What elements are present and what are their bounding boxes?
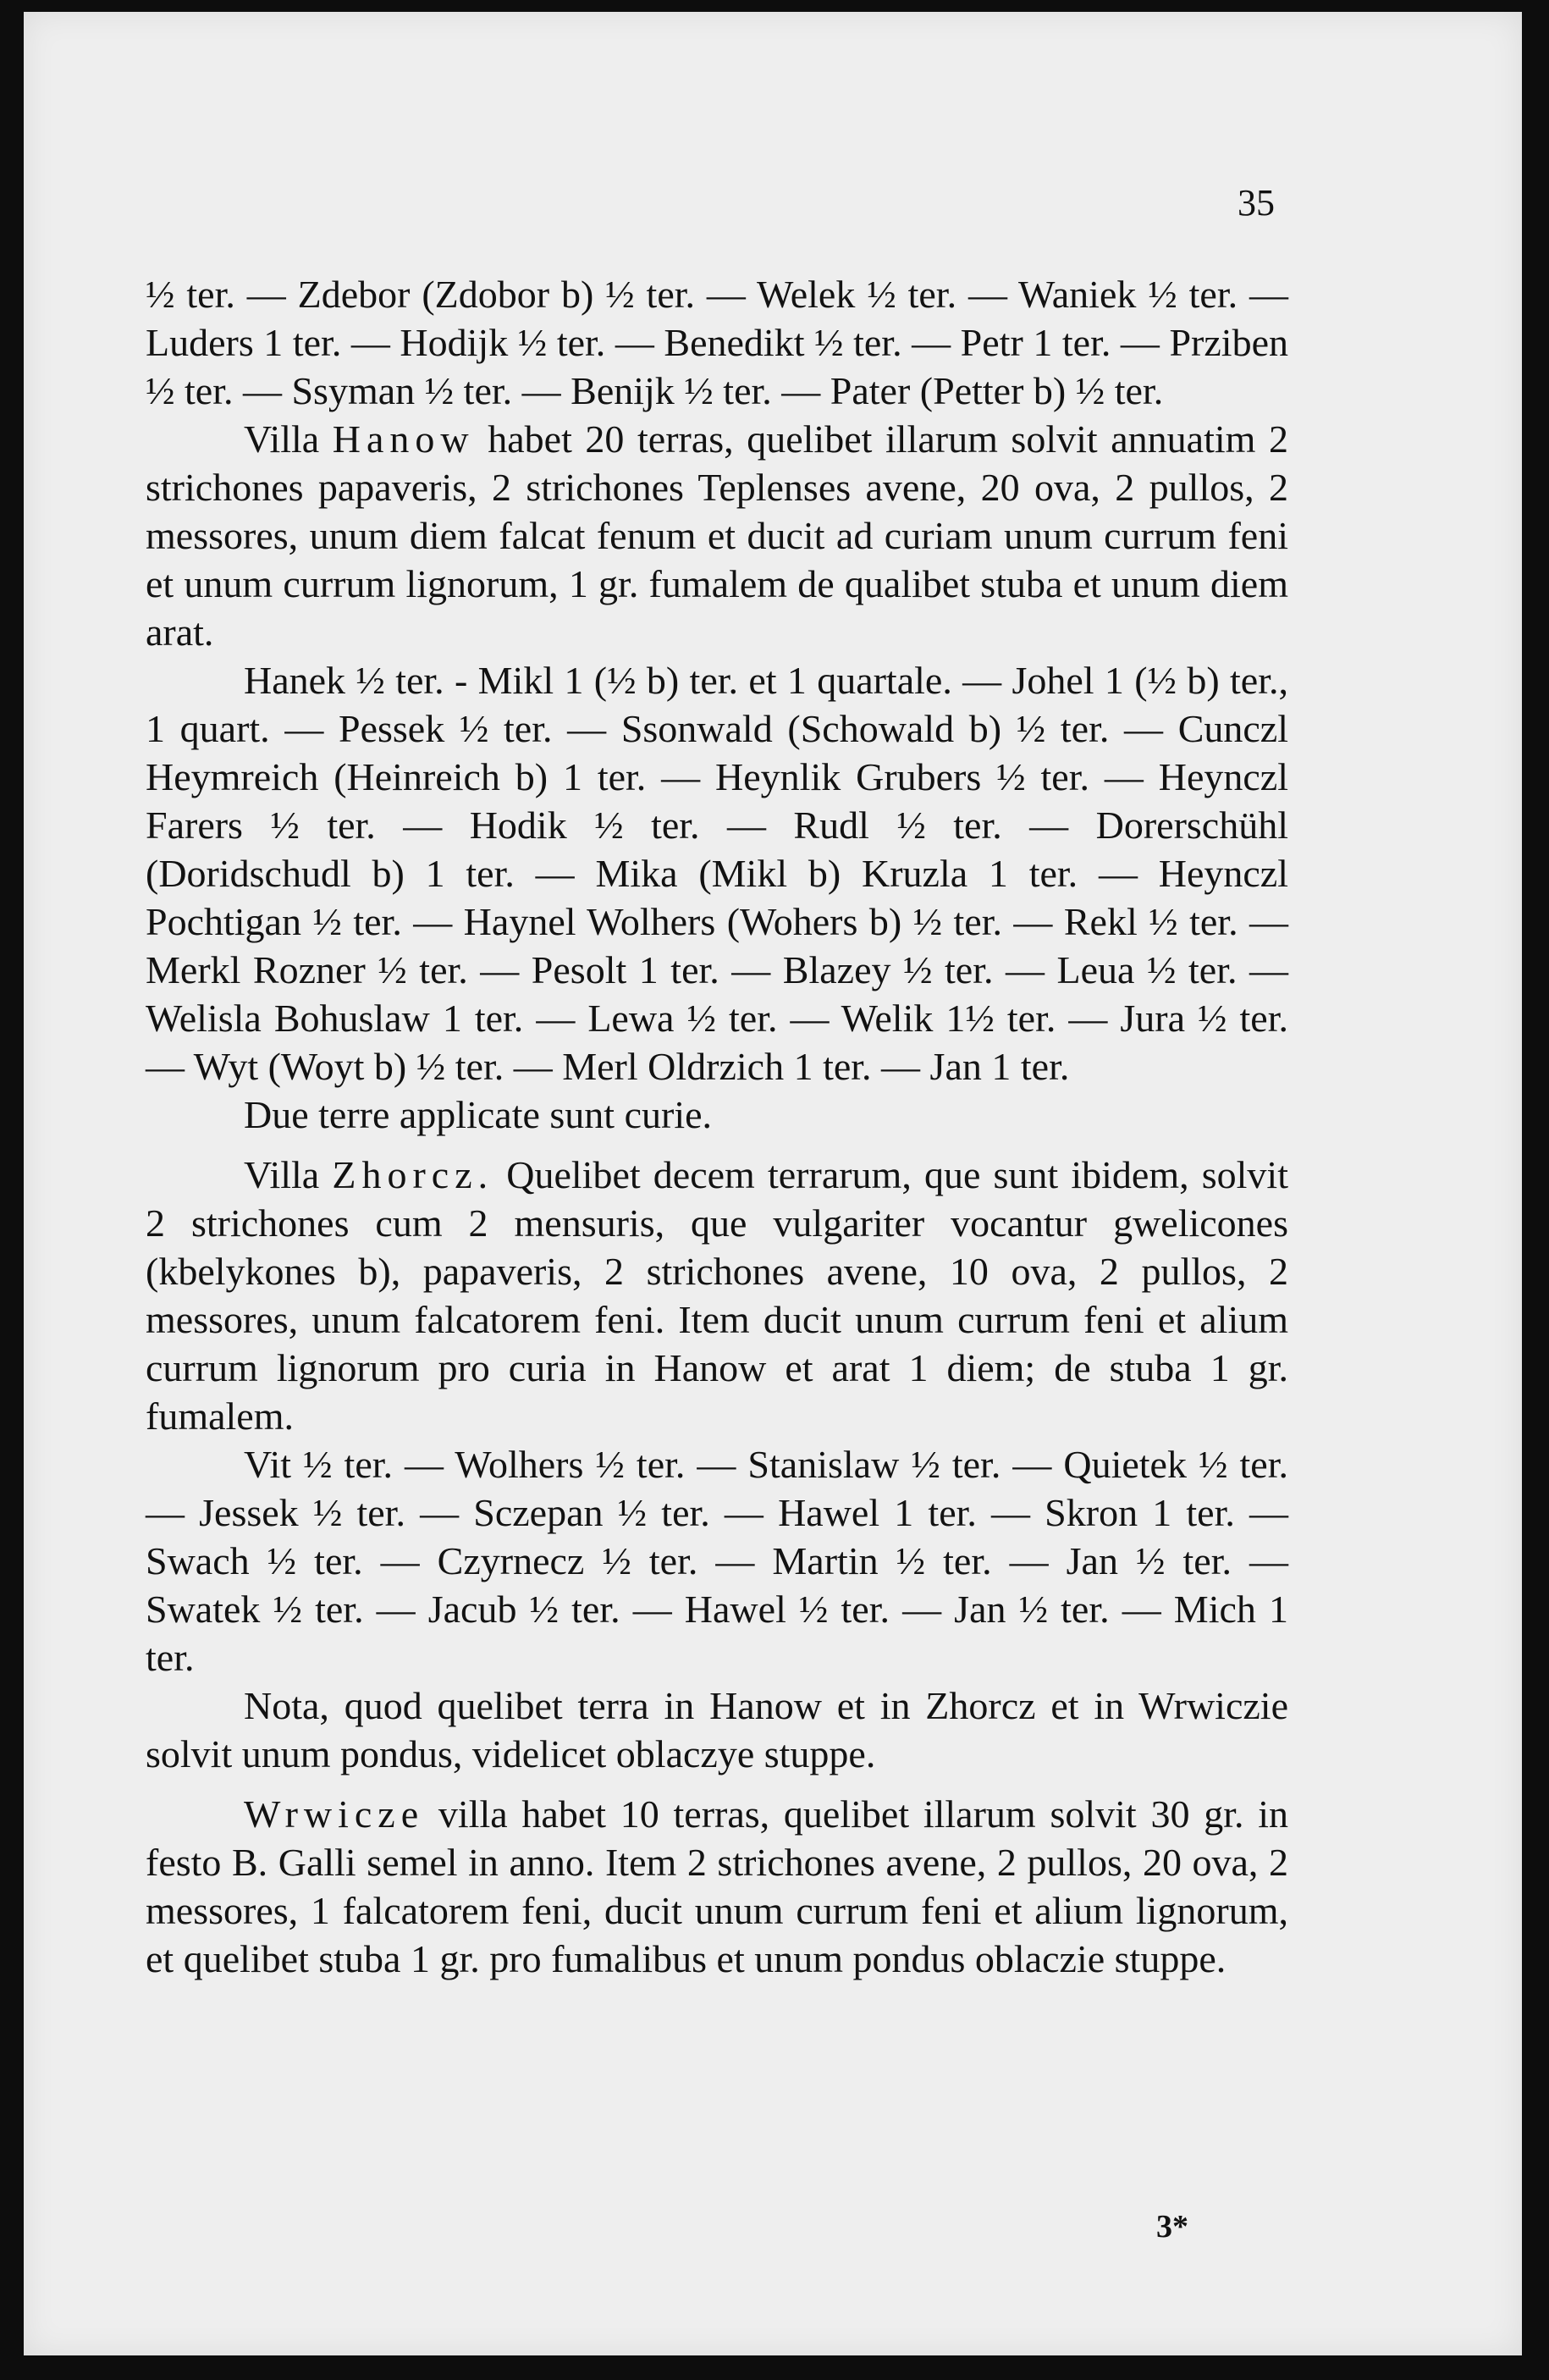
paragraph-text: villa habet 10 terras, quelibet illarum solvit 30 gr. in festo B. Galli semel in anno. Item 2 strichones avene, 2 pullos, 20 ova, 2 messores, 1 falcatorem feni, ducit unum currum feni et alium lignorum, et quelibet stuba 1 gr. pro fumalibus et unum pondus oblaczie stuppe. (146, 1792, 1288, 1980)
document-page (24, 12, 1522, 2355)
paragraph-terre-curie (146, 1091, 1288, 1139)
paragraph-text: habet 20 terras, quelibet illarum solvit annuatim 2 strichones papaveris, 2 strichones Teplenses avene, 20 ova, 2 pullos, 2 messores, unum diem falcat fenum et ducit ad curiam unum currum feni et unum currum lignorum, 1 gr. fumalem de qualibet stuba et unum diem arat. (146, 417, 1288, 654)
paragraph-zhorcz-tenants (146, 1440, 1288, 1681)
body-text (146, 270, 1288, 1983)
signature-mark: 3* (1156, 2209, 1188, 2245)
paragraph-villa-zhorcz (146, 1151, 1288, 1440)
paragraph-lead: Villa (244, 1153, 333, 1196)
paragraph-text: Due terre applicate sunt curie. (244, 1093, 713, 1136)
place-name-wrwicze: Wrwicze (244, 1792, 425, 1836)
paragraph-nota (146, 1681, 1288, 1778)
place-name-zhorcz: Zhorcz. (332, 1153, 494, 1196)
paragraph-villa-hanow (146, 415, 1288, 656)
paragraph-lead: Villa (244, 417, 333, 461)
paragraph-text: Hanek ½ ter. - Mikl 1 (½ b) ter. et 1 quartale. — Johel 1 (½ b) ter., 1 quart. — Pessek ½ ter. — Ssonwald (Schowald b) ½ ter. — Cunczl Heymreich (Heinreich b) 1 ter. — Heynlik Grubers ½ ter. — Heynczl Farers ½ ter. — Hodik ½ ter. — Rudl ½ ter. — Dorerschühl (Doridschudl b) 1 ter. — Mika (Mikl b) Kruzla 1 ter. — Heynczl Pochtigan ½ ter. — Haynel Wolhers (Wohers b) ½ ter. — Rekl ½ ter. — Merkl Rozner ½ ter. — Pesolt 1 ter. — Blazey ½ ter. — Leua ½ ter. — Welisla Bohuslaw 1 ter. — Lewa ½ ter. — Welik 1½ ter. — Jura ½ ter. — Wyt (Woyt b) ½ ter. — Merl Oldrzich 1 ter. — Jan 1 ter. (146, 659, 1288, 1088)
paragraph-1 (146, 270, 1288, 415)
place-name-hanow: Hanow (332, 417, 475, 461)
paragraph-hanow-tenants (146, 656, 1288, 1091)
paragraph-text: Vit ½ ter. — Wolhers ½ ter. — Stanislaw ½ ter. — Quietek ½ ter. — Jessek ½ ter. — Sczepan ½ ter. — Hawel 1 ter. — Skron 1 ter. — Swach ½ ter. — Czyrnecz ½ ter. — Martin ½ ter. — Jan ½ ter. — Swatek ½ ter. — Jacub ½ ter. — Hawel ½ ter. — Jan ½ ter. — Mich 1 ter. (146, 1443, 1288, 1679)
paragraph-text: ½ ter. — Zdebor (Zdobor b) ½ ter. — Welek ½ ter. — Waniek ½ ter. — Luders 1 ter. — Hodijk ½ ter. — Benedikt ½ ter. — Petr 1 ter. — Prziben ½ ter. — Ssyman ½ ter. — Benijk ½ ter. — Pater (Petter b) ½ ter. (146, 273, 1288, 412)
paragraph-wrwicze (146, 1790, 1288, 1983)
paragraph-text: Nota, quod quelibet terra in Hanow et in Zhorcz et in Wrwiczie solvit unum pondus, videlicet oblaczye stuppe. (146, 1684, 1288, 1775)
page-number: 35 (1238, 182, 1275, 224)
paragraph-text: Quelibet decem terrarum, que sunt ibidem, solvit 2 strichones cum 2 mensuris, que vulgariter vocantur gwelicones (kbelykones b), papaveris, 2 strichones avene, 10 ova, 2 pullos, 2 messores, unum falcatorem feni. Item ducit unum currum feni et alium currum lignorum pro curia in Hanow et arat 1 diem; de stuba 1 gr. fumalem. (146, 1153, 1288, 1438)
